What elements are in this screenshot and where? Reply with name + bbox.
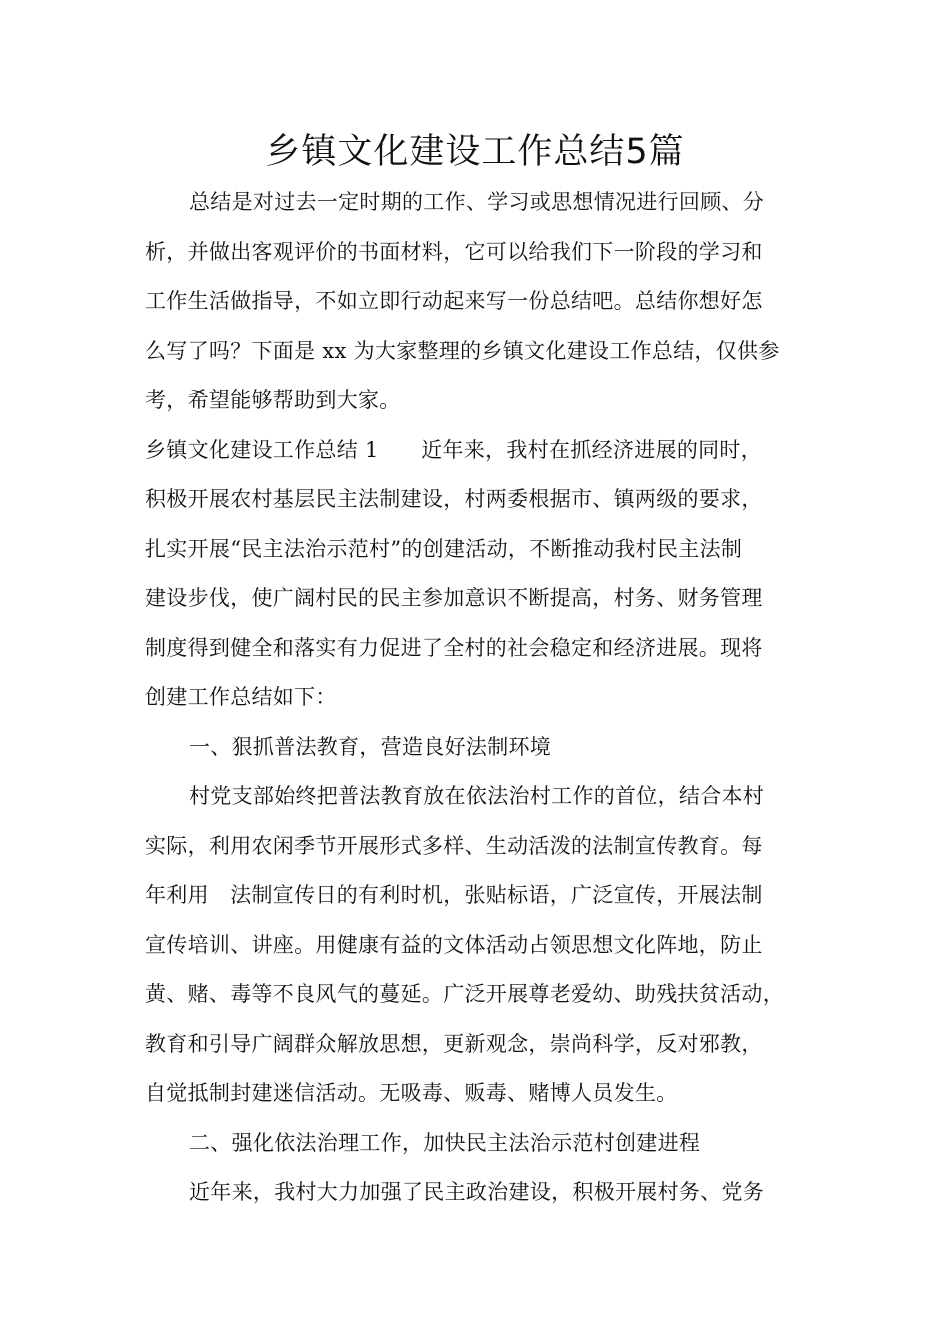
text-line: 年利用 法制宣传日的有利时机，张贴标语，广泛宣传，开展法制 — [145, 883, 763, 907]
text-line: 一、狠抓普法教育，营造良好法制环境 — [189, 734, 552, 759]
text-line: 黄、赌、毒等不良风气的蔓延。广泛开展尊老爱幼、助残扶贫活动， — [145, 982, 784, 1006]
text-line: 积极开展农村基层民主法制建设，村两委根据市、镇两级的要求， — [145, 487, 763, 511]
text-line: 工作生活做指导，不如立即行动起来写一份总结吧。总结你想好怎 — [145, 289, 763, 313]
text-line: 析，并做出客观评价的书面材料，它可以给我们下一阶段的学习和 — [145, 239, 763, 264]
text-line: 扎实开展“民主法治示范村”的创建活动，不断推动我村民主法制 — [145, 536, 743, 561]
text-line: 建设步伐，使广阔村民的民主参加意识不断提高，村务、财务管理 — [145, 586, 763, 610]
text-line: 考，希望能够帮助到大家。 — [145, 388, 401, 412]
text-line: 实际，利用农闲季节开展形式多样、生动活泼的法制宣传教育。每 — [145, 833, 763, 858]
document-title: 乡镇文化建设工作总结5篇 — [265, 132, 685, 172]
text-line: 近年来，我村大力加强了民主政治建设，积极开展村务、党务 — [189, 1180, 765, 1204]
document-body — [145, 178, 825, 1218]
text-line: 制度得到健全和落实有力促进了全村的社会稳定和经济进展。现将 — [145, 635, 763, 660]
text-line: 二、强化依法治理工作，加快民主法治示范村创建进程 — [189, 1130, 701, 1155]
text-line: 乡镇文化建设工作总结 1 近年来，我村在抓经济进展的同时， — [145, 437, 763, 462]
text-line: 宣传培训、讲座。用健康有益的文体活动占领思想文化阵地，防止 — [145, 932, 763, 957]
text-line: 村党支部始终把普法教育放在依法治村工作的首位，结合本村 — [189, 784, 765, 808]
text-line: 创建工作总结如下： — [145, 685, 337, 709]
text-line: 总结是对过去一定时期的工作、学习或思想情况进行回顾、分 — [189, 190, 765, 214]
text-line: 自觉抵制封建迷信活动。无吸毒、贩毒、赌博人员发生。 — [145, 1081, 678, 1105]
text-line: 教育和引导广阔群众解放思想，更新观念，崇尚科学，反对邪教， — [145, 1031, 763, 1056]
text-line: 么写了吗？下面是 xx 为大家整理的乡镇文化建设工作总结，仅供参 — [145, 338, 780, 363]
